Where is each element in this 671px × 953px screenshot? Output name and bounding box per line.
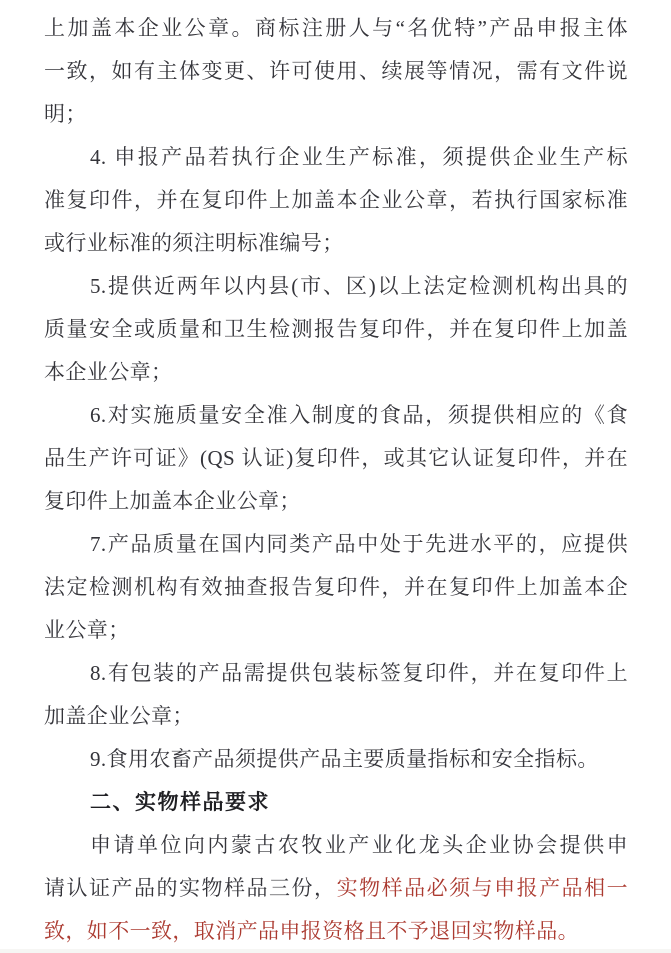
text-segment: 7.产品质量在国内同类产品中处于先进水平的，应提供 bbox=[90, 532, 628, 556]
text-line bbox=[44, 394, 628, 437]
text-line bbox=[44, 437, 628, 480]
text-line bbox=[44, 480, 628, 523]
section-heading bbox=[44, 781, 628, 824]
text-segment: 二、实物样品要求 bbox=[90, 790, 270, 814]
text-line bbox=[44, 222, 628, 265]
text-line bbox=[44, 93, 628, 136]
text-segment: 8.有包装的产品需提供包装标签复印件，并在复印件上 bbox=[90, 661, 628, 685]
text-segment: 5.提供近两年以内县(市、区)以上法定检测机构出具的 bbox=[90, 274, 628, 298]
text-line bbox=[44, 523, 628, 566]
text-segment: 上加盖本企业公章。商标注册人与“名优特”产品申报主体 bbox=[44, 16, 628, 40]
text-line bbox=[44, 308, 628, 351]
text-line bbox=[44, 50, 628, 93]
text-segment: 品生产许可证》(QS 认证)复印件，或其它认证复印件，并在 bbox=[44, 446, 628, 470]
text-segment: 请认证产品的实物样品三份， bbox=[44, 876, 337, 900]
text-line bbox=[44, 136, 628, 179]
text-segment: 复印件上加盖本企业公章； bbox=[44, 489, 301, 513]
text-segment: 9.食用农畜产品须提供产品主要质量指标和安全指标。 bbox=[90, 747, 599, 771]
document-body bbox=[44, 7, 628, 953]
text-segment: 法定检测机构有效抽查报告复印件，并在复印件上加盖本企 bbox=[44, 575, 628, 599]
emphasis-red-text: 实物样品必须与申报产品相一 bbox=[336, 876, 628, 900]
text-segment: 或行业标准的须注明标准编号； bbox=[44, 231, 344, 255]
text-line bbox=[44, 265, 628, 308]
text-segment: 业公章； bbox=[44, 618, 130, 642]
text-line bbox=[44, 566, 628, 609]
text-segment: 申请单位向内蒙古农牧业产业化龙头企业协会提供申 bbox=[90, 833, 628, 857]
text-line bbox=[44, 351, 628, 394]
text-line bbox=[44, 695, 628, 738]
text-line bbox=[44, 824, 628, 867]
text-line bbox=[44, 7, 628, 50]
text-line bbox=[44, 738, 628, 781]
text-segment: 4. 申报产品若执行企业生产标准，须提供企业生产标 bbox=[90, 145, 628, 169]
text-segment: 6.对实施质量安全准入制度的食品，须提供相应的《食 bbox=[90, 403, 628, 427]
text-segment: 加盖企业公章； bbox=[44, 704, 194, 728]
text-line bbox=[44, 910, 628, 953]
text-segment: 质量安全或质量和卫生检测报告复印件，并在复印件上加盖 bbox=[44, 317, 628, 341]
emphasis-red-text: 致，如不一致，取消产品申报资格且不予退回实物样品。 bbox=[44, 919, 579, 943]
text-segment: 本企业公章； bbox=[44, 360, 173, 384]
text-line bbox=[44, 652, 628, 695]
text-segment: 一致，如有主体变更、许可使用、续展等情况，需有文件说 bbox=[44, 59, 628, 83]
text-line bbox=[44, 609, 628, 652]
text-line bbox=[44, 179, 628, 222]
text-line bbox=[44, 867, 628, 910]
text-segment: 明； bbox=[44, 102, 87, 126]
text-segment: 准复印件，并在复印件上加盖本企业公章，若执行国家标准 bbox=[44, 188, 628, 212]
